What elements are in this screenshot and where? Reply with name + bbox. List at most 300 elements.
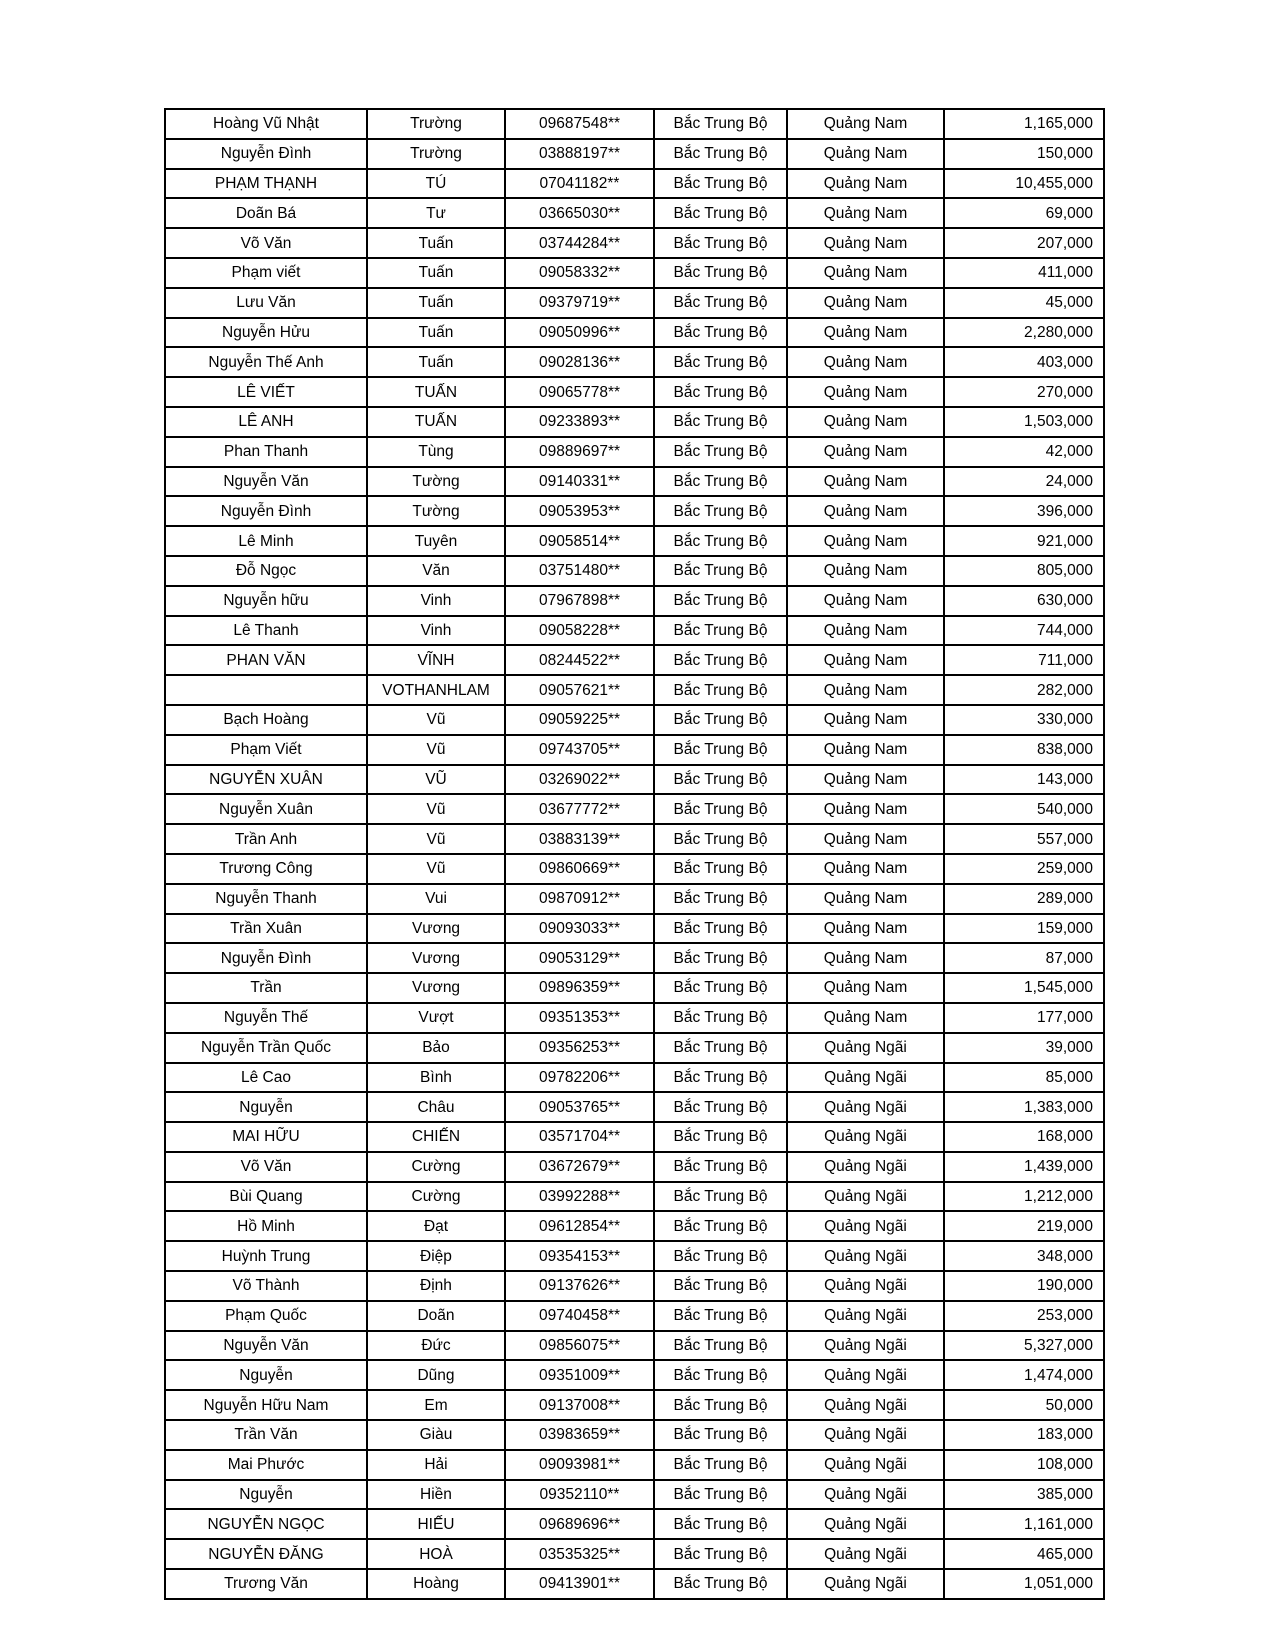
cell-province: Quảng Ngãi: [787, 1033, 944, 1063]
cell-amount: 1,439,000: [944, 1152, 1104, 1182]
cell-last-middle-name: Nguyễn Văn: [165, 467, 367, 497]
cell-region: Bắc Trung Bộ: [654, 1420, 787, 1450]
table-row: [165, 1182, 1104, 1212]
cell-amount: 69,000: [944, 198, 1104, 228]
table-row: [165, 1480, 1104, 1510]
cell-first-name: Tuấn: [367, 258, 505, 288]
cell-first-name: HIẾU: [367, 1509, 505, 1539]
table-row: [165, 645, 1104, 675]
cell-phone-masked: 03269022**: [505, 765, 654, 795]
cell-first-name: TÚ: [367, 169, 505, 199]
cell-province: Quảng Nam: [787, 496, 944, 526]
cell-phone-masked: 03744284**: [505, 228, 654, 258]
cell-region: Bắc Trung Bộ: [654, 1211, 787, 1241]
cell-phone-masked: 09093033**: [505, 914, 654, 944]
cell-amount: 45,000: [944, 288, 1104, 318]
cell-region: Bắc Trung Bộ: [654, 437, 787, 467]
table-row: [165, 616, 1104, 646]
table-row: [165, 467, 1104, 497]
cell-first-name: Tường: [367, 496, 505, 526]
cell-province: Quảng Nam: [787, 735, 944, 765]
cell-last-middle-name: Phạm Viết: [165, 735, 367, 765]
cell-province: Quảng Nam: [787, 467, 944, 497]
cell-province: Quảng Ngãi: [787, 1063, 944, 1093]
cell-phone-masked: 03888197**: [505, 139, 654, 169]
table-row: [165, 1271, 1104, 1301]
cell-first-name: Vượt: [367, 1003, 505, 1033]
cell-first-name: Dũng: [367, 1360, 505, 1390]
cell-first-name: Vương: [367, 973, 505, 1003]
cell-province: Quảng Ngãi: [787, 1092, 944, 1122]
cell-first-name: Vũ: [367, 705, 505, 735]
cell-province: Quảng Ngãi: [787, 1569, 944, 1599]
cell-first-name: Tuấn: [367, 318, 505, 348]
cell-region: Bắc Trung Bộ: [654, 1122, 787, 1152]
donor-table-body: [165, 109, 1104, 1599]
table-row: [165, 765, 1104, 795]
cell-last-middle-name: Lưu Văn: [165, 288, 367, 318]
cell-amount: 557,000: [944, 824, 1104, 854]
cell-first-name: Tư: [367, 198, 505, 228]
cell-first-name: VOTHANHLAM: [367, 675, 505, 705]
cell-region: Bắc Trung Bộ: [654, 1450, 787, 1480]
cell-first-name: Cường: [367, 1152, 505, 1182]
cell-phone-masked: 09352110**: [505, 1480, 654, 1510]
cell-phone-masked: 08244522**: [505, 645, 654, 675]
cell-region: Bắc Trung Bộ: [654, 556, 787, 586]
cell-province: Quảng Ngãi: [787, 1211, 944, 1241]
cell-province: Quảng Nam: [787, 169, 944, 199]
cell-phone-masked: 09053953**: [505, 496, 654, 526]
cell-amount: 85,000: [944, 1063, 1104, 1093]
cell-last-middle-name: Trần Xuân: [165, 914, 367, 944]
cell-region: Bắc Trung Bộ: [654, 1569, 787, 1599]
cell-last-middle-name: Trần Anh: [165, 824, 367, 854]
cell-last-middle-name: Nguyễn Hửu: [165, 318, 367, 348]
cell-region: Bắc Trung Bộ: [654, 377, 787, 407]
cell-last-middle-name: Nguyễn: [165, 1092, 367, 1122]
cell-phone-masked: 09870912**: [505, 884, 654, 914]
cell-amount: 39,000: [944, 1033, 1104, 1063]
cell-phone-masked: 09689696**: [505, 1509, 654, 1539]
cell-province: Quảng Nam: [787, 675, 944, 705]
cell-phone-masked: 09059225**: [505, 705, 654, 735]
cell-first-name: TUẤN: [367, 377, 505, 407]
cell-amount: 282,000: [944, 675, 1104, 705]
cell-region: Bắc Trung Bộ: [654, 824, 787, 854]
cell-first-name: Giàu: [367, 1420, 505, 1450]
table-row: [165, 943, 1104, 973]
cell-region: Bắc Trung Bộ: [654, 914, 787, 944]
cell-region: Bắc Trung Bộ: [654, 228, 787, 258]
cell-last-middle-name: Hoàng Vũ Nhật: [165, 109, 367, 139]
cell-phone-masked: 09351353**: [505, 1003, 654, 1033]
cell-phone-masked: 03677772**: [505, 794, 654, 824]
cell-region: Bắc Trung Bộ: [654, 467, 787, 497]
cell-last-middle-name: Trần: [165, 973, 367, 1003]
table-row: [165, 675, 1104, 705]
cell-first-name: Cường: [367, 1182, 505, 1212]
cell-last-middle-name: Trương Văn: [165, 1569, 367, 1599]
cell-amount: 465,000: [944, 1539, 1104, 1569]
cell-last-middle-name: Huỳnh Trung: [165, 1241, 367, 1271]
cell-province: Quảng Nam: [787, 109, 944, 139]
cell-amount: 1,545,000: [944, 973, 1104, 1003]
cell-region: Bắc Trung Bộ: [654, 109, 787, 139]
cell-region: Bắc Trung Bộ: [654, 765, 787, 795]
cell-province: Quảng Nam: [787, 407, 944, 437]
cell-first-name: Tùng: [367, 437, 505, 467]
cell-last-middle-name: Trần Văn: [165, 1420, 367, 1450]
cell-last-middle-name: Nguyễn Thanh: [165, 884, 367, 914]
cell-phone-masked: 09050996**: [505, 318, 654, 348]
cell-province: Quảng Ngãi: [787, 1420, 944, 1450]
cell-first-name: Châu: [367, 1092, 505, 1122]
table-row: [165, 1241, 1104, 1271]
cell-region: Bắc Trung Bộ: [654, 1301, 787, 1331]
cell-first-name: Điệp: [367, 1241, 505, 1271]
cell-province: Quảng Ngãi: [787, 1122, 944, 1152]
cell-phone-masked: 09028136**: [505, 347, 654, 377]
cell-amount: 24,000: [944, 467, 1104, 497]
cell-last-middle-name: Nguyễn hữu: [165, 586, 367, 616]
cell-amount: 259,000: [944, 854, 1104, 884]
donor-table: [164, 108, 1105, 1600]
cell-last-middle-name: Nguyễn Đình: [165, 496, 367, 526]
table-row: [165, 705, 1104, 735]
cell-province: Quảng Nam: [787, 884, 944, 914]
table-row: [165, 1569, 1104, 1599]
cell-last-middle-name: MAI HỮU: [165, 1122, 367, 1152]
table-row: [165, 318, 1104, 348]
cell-region: Bắc Trung Bộ: [654, 1182, 787, 1212]
cell-phone-masked: 09687548**: [505, 109, 654, 139]
cell-phone-masked: 03992288**: [505, 1182, 654, 1212]
cell-phone-masked: 09889697**: [505, 437, 654, 467]
table-row: [165, 794, 1104, 824]
cell-region: Bắc Trung Bộ: [654, 1539, 787, 1569]
cell-amount: 1,212,000: [944, 1182, 1104, 1212]
cell-phone-masked: 03535325**: [505, 1539, 654, 1569]
table-row: [165, 1331, 1104, 1361]
cell-province: Quảng Nam: [787, 616, 944, 646]
cell-province: Quảng Nam: [787, 854, 944, 884]
cell-first-name: Vui: [367, 884, 505, 914]
cell-first-name: Hải: [367, 1450, 505, 1480]
cell-first-name: VŨ: [367, 765, 505, 795]
cell-amount: 270,000: [944, 377, 1104, 407]
cell-last-middle-name: Nguyễn Thế: [165, 1003, 367, 1033]
cell-phone-masked: 07041182**: [505, 169, 654, 199]
cell-province: Quảng Nam: [787, 556, 944, 586]
cell-phone-masked: 09743705**: [505, 735, 654, 765]
cell-phone-masked: 09856075**: [505, 1331, 654, 1361]
cell-last-middle-name: Võ Thành: [165, 1271, 367, 1301]
cell-province: Quảng Ngãi: [787, 1450, 944, 1480]
table-row: [165, 228, 1104, 258]
cell-first-name: Định: [367, 1271, 505, 1301]
cell-first-name: Văn: [367, 556, 505, 586]
cell-first-name: Hoàng: [367, 1569, 505, 1599]
cell-amount: 183,000: [944, 1420, 1104, 1450]
cell-first-name: Hiền: [367, 1480, 505, 1510]
cell-amount: 744,000: [944, 616, 1104, 646]
cell-last-middle-name: Nguyễn: [165, 1360, 367, 1390]
cell-first-name: Bình: [367, 1063, 505, 1093]
cell-region: Bắc Trung Bộ: [654, 1152, 787, 1182]
cell-province: Quảng Ngãi: [787, 1509, 944, 1539]
cell-phone-masked: 09782206**: [505, 1063, 654, 1093]
table-row: [165, 109, 1104, 139]
table-row: [165, 1509, 1104, 1539]
cell-phone-masked: 09065778**: [505, 377, 654, 407]
cell-province: Quảng Nam: [787, 288, 944, 318]
cell-region: Bắc Trung Bộ: [654, 1331, 787, 1361]
table-row: [165, 824, 1104, 854]
table-row: [165, 1003, 1104, 1033]
cell-first-name: Doãn: [367, 1301, 505, 1331]
cell-province: Quảng Ngãi: [787, 1390, 944, 1420]
cell-phone-masked: 09233893**: [505, 407, 654, 437]
cell-first-name: HOÀ: [367, 1539, 505, 1569]
table-row: [165, 198, 1104, 228]
cell-phone-masked: 09093981**: [505, 1450, 654, 1480]
cell-region: Bắc Trung Bộ: [654, 586, 787, 616]
cell-amount: 711,000: [944, 645, 1104, 675]
cell-phone-masked: 09896359**: [505, 973, 654, 1003]
cell-first-name: Vũ: [367, 824, 505, 854]
cell-last-middle-name: Nguyễn Đình: [165, 943, 367, 973]
cell-last-middle-name: Nguyễn Đình: [165, 139, 367, 169]
cell-province: Quảng Nam: [787, 824, 944, 854]
cell-province: Quảng Ngãi: [787, 1241, 944, 1271]
cell-first-name: Vũ: [367, 794, 505, 824]
cell-amount: 87,000: [944, 943, 1104, 973]
cell-province: Quảng Ngãi: [787, 1301, 944, 1331]
cell-amount: 805,000: [944, 556, 1104, 586]
cell-province: Quảng Nam: [787, 437, 944, 467]
cell-region: Bắc Trung Bộ: [654, 1003, 787, 1033]
cell-last-middle-name: Hồ Minh: [165, 1211, 367, 1241]
cell-amount: 630,000: [944, 586, 1104, 616]
cell-amount: 177,000: [944, 1003, 1104, 1033]
cell-phone-masked: 09058228**: [505, 616, 654, 646]
cell-first-name: Trường: [367, 139, 505, 169]
cell-amount: 348,000: [944, 1241, 1104, 1271]
cell-last-middle-name: LÊ VIẾT: [165, 377, 367, 407]
cell-last-middle-name: Doãn Bá: [165, 198, 367, 228]
table-row: [165, 1539, 1104, 1569]
cell-amount: 396,000: [944, 496, 1104, 526]
table-row: [165, 556, 1104, 586]
cell-first-name: Tuấn: [367, 347, 505, 377]
cell-province: Quảng Nam: [787, 258, 944, 288]
cell-region: Bắc Trung Bộ: [654, 705, 787, 735]
cell-phone-masked: 09053765**: [505, 1092, 654, 1122]
cell-phone-masked: 03665030**: [505, 198, 654, 228]
cell-region: Bắc Trung Bộ: [654, 616, 787, 646]
table-row: [165, 169, 1104, 199]
cell-region: Bắc Trung Bộ: [654, 347, 787, 377]
table-row: [165, 1092, 1104, 1122]
cell-last-middle-name: Lê Cao: [165, 1063, 367, 1093]
table-row: [165, 377, 1104, 407]
cell-phone-masked: 09137626**: [505, 1271, 654, 1301]
table-row: [165, 914, 1104, 944]
cell-amount: 168,000: [944, 1122, 1104, 1152]
cell-last-middle-name: Đỗ Ngọc: [165, 556, 367, 586]
cell-amount: 540,000: [944, 794, 1104, 824]
cell-province: Quảng Nam: [787, 794, 944, 824]
cell-phone-masked: 03672679**: [505, 1152, 654, 1182]
cell-amount: 253,000: [944, 1301, 1104, 1331]
cell-first-name: Vũ: [367, 854, 505, 884]
cell-region: Bắc Trung Bộ: [654, 1509, 787, 1539]
cell-amount: 1,051,000: [944, 1569, 1104, 1599]
cell-last-middle-name: Nguyễn: [165, 1480, 367, 1510]
cell-last-middle-name: PHẠM THẠNH: [165, 169, 367, 199]
cell-province: Quảng Ngãi: [787, 1360, 944, 1390]
cell-amount: 50,000: [944, 1390, 1104, 1420]
cell-last-middle-name: Võ Văn: [165, 1152, 367, 1182]
cell-first-name: Đức: [367, 1331, 505, 1361]
cell-phone-masked: 03751480**: [505, 556, 654, 586]
table-row: [165, 526, 1104, 556]
cell-province: Quảng Nam: [787, 228, 944, 258]
cell-amount: 330,000: [944, 705, 1104, 735]
cell-last-middle-name: Mai Phước: [165, 1450, 367, 1480]
cell-region: Bắc Trung Bộ: [654, 407, 787, 437]
cell-last-middle-name: Bạch Hoàng: [165, 705, 367, 735]
cell-first-name: Em: [367, 1390, 505, 1420]
table-row: [165, 735, 1104, 765]
cell-phone-masked: 03983659**: [505, 1420, 654, 1450]
cell-phone-masked: 09140331**: [505, 467, 654, 497]
cell-region: Bắc Trung Bộ: [654, 1063, 787, 1093]
cell-last-middle-name: Nguyễn Thế Anh: [165, 347, 367, 377]
cell-first-name: Vương: [367, 943, 505, 973]
cell-phone-masked: 03883139**: [505, 824, 654, 854]
cell-last-middle-name: [165, 675, 367, 705]
cell-region: Bắc Trung Bộ: [654, 496, 787, 526]
table-row: [165, 288, 1104, 318]
cell-first-name: VĨNH: [367, 645, 505, 675]
cell-province: Quảng Nam: [787, 705, 944, 735]
cell-last-middle-name: Nguyễn Hữu Nam: [165, 1390, 367, 1420]
cell-region: Bắc Trung Bộ: [654, 1480, 787, 1510]
cell-last-middle-name: NGUYỄN ĐĂNG: [165, 1539, 367, 1569]
cell-province: Quảng Nam: [787, 1003, 944, 1033]
table-row: [165, 1360, 1104, 1390]
cell-amount: 42,000: [944, 437, 1104, 467]
table-row: [165, 1390, 1104, 1420]
table-row: [165, 973, 1104, 1003]
cell-phone-masked: 09740458**: [505, 1301, 654, 1331]
cell-first-name: Tuấn: [367, 288, 505, 318]
cell-amount: 1,383,000: [944, 1092, 1104, 1122]
cell-amount: 1,165,000: [944, 109, 1104, 139]
cell-first-name: TUẤN: [367, 407, 505, 437]
cell-last-middle-name: LÊ ANH: [165, 407, 367, 437]
cell-province: Quảng Ngãi: [787, 1271, 944, 1301]
table-row: [165, 437, 1104, 467]
cell-first-name: Tuyên: [367, 526, 505, 556]
cell-region: Bắc Trung Bộ: [654, 794, 787, 824]
cell-province: Quảng Nam: [787, 198, 944, 228]
cell-province: Quảng Ngãi: [787, 1182, 944, 1212]
cell-first-name: Tường: [367, 467, 505, 497]
cell-phone-masked: 09354153**: [505, 1241, 654, 1271]
cell-last-middle-name: Nguyễn Văn: [165, 1331, 367, 1361]
cell-province: Quảng Ngãi: [787, 1331, 944, 1361]
cell-phone-masked: 03571704**: [505, 1122, 654, 1152]
cell-first-name: CHIẾN: [367, 1122, 505, 1152]
cell-region: Bắc Trung Bộ: [654, 973, 787, 1003]
table-row: [165, 496, 1104, 526]
cell-province: Quảng Nam: [787, 765, 944, 795]
cell-last-middle-name: Phạm Quốc: [165, 1301, 367, 1331]
cell-province: Quảng Nam: [787, 943, 944, 973]
cell-province: Quảng Nam: [787, 914, 944, 944]
cell-region: Bắc Trung Bộ: [654, 645, 787, 675]
table-row: [165, 854, 1104, 884]
cell-first-name: Bảo: [367, 1033, 505, 1063]
cell-amount: 1,503,000: [944, 407, 1104, 437]
cell-amount: 2,280,000: [944, 318, 1104, 348]
cell-amount: 403,000: [944, 347, 1104, 377]
table-row: [165, 347, 1104, 377]
cell-region: Bắc Trung Bộ: [654, 139, 787, 169]
table-row: [165, 1063, 1104, 1093]
cell-phone-masked: 09058514**: [505, 526, 654, 556]
cell-amount: 159,000: [944, 914, 1104, 944]
cell-province: Quảng Nam: [787, 973, 944, 1003]
cell-region: Bắc Trung Bộ: [654, 943, 787, 973]
cell-region: Bắc Trung Bộ: [654, 735, 787, 765]
cell-amount: 385,000: [944, 1480, 1104, 1510]
cell-amount: 411,000: [944, 258, 1104, 288]
cell-last-middle-name: Phạm viết: [165, 258, 367, 288]
table-row: [165, 1211, 1104, 1241]
cell-phone-masked: 09860669**: [505, 854, 654, 884]
cell-region: Bắc Trung Bộ: [654, 1271, 787, 1301]
cell-amount: 219,000: [944, 1211, 1104, 1241]
cell-amount: 921,000: [944, 526, 1104, 556]
cell-last-middle-name: Nguyễn Xuân: [165, 794, 367, 824]
cell-province: Quảng Nam: [787, 347, 944, 377]
cell-amount: 108,000: [944, 1450, 1104, 1480]
cell-region: Bắc Trung Bộ: [654, 1360, 787, 1390]
table-row: [165, 1033, 1104, 1063]
cell-amount: 207,000: [944, 228, 1104, 258]
cell-phone-masked: 09379719**: [505, 288, 654, 318]
cell-amount: 5,327,000: [944, 1331, 1104, 1361]
cell-region: Bắc Trung Bộ: [654, 1241, 787, 1271]
table-row: [165, 1420, 1104, 1450]
cell-province: Quảng Nam: [787, 318, 944, 348]
table-row: [165, 1122, 1104, 1152]
cell-amount: 1,474,000: [944, 1360, 1104, 1390]
cell-first-name: Trường: [367, 109, 505, 139]
cell-region: Bắc Trung Bộ: [654, 854, 787, 884]
cell-last-middle-name: NGUYỄN NGỌC: [165, 1509, 367, 1539]
cell-region: Bắc Trung Bộ: [654, 258, 787, 288]
cell-amount: 190,000: [944, 1271, 1104, 1301]
cell-amount: 838,000: [944, 735, 1104, 765]
cell-region: Bắc Trung Bộ: [654, 169, 787, 199]
cell-last-middle-name: NGUYỄN XUÂN: [165, 765, 367, 795]
cell-phone-masked: 09413901**: [505, 1569, 654, 1599]
